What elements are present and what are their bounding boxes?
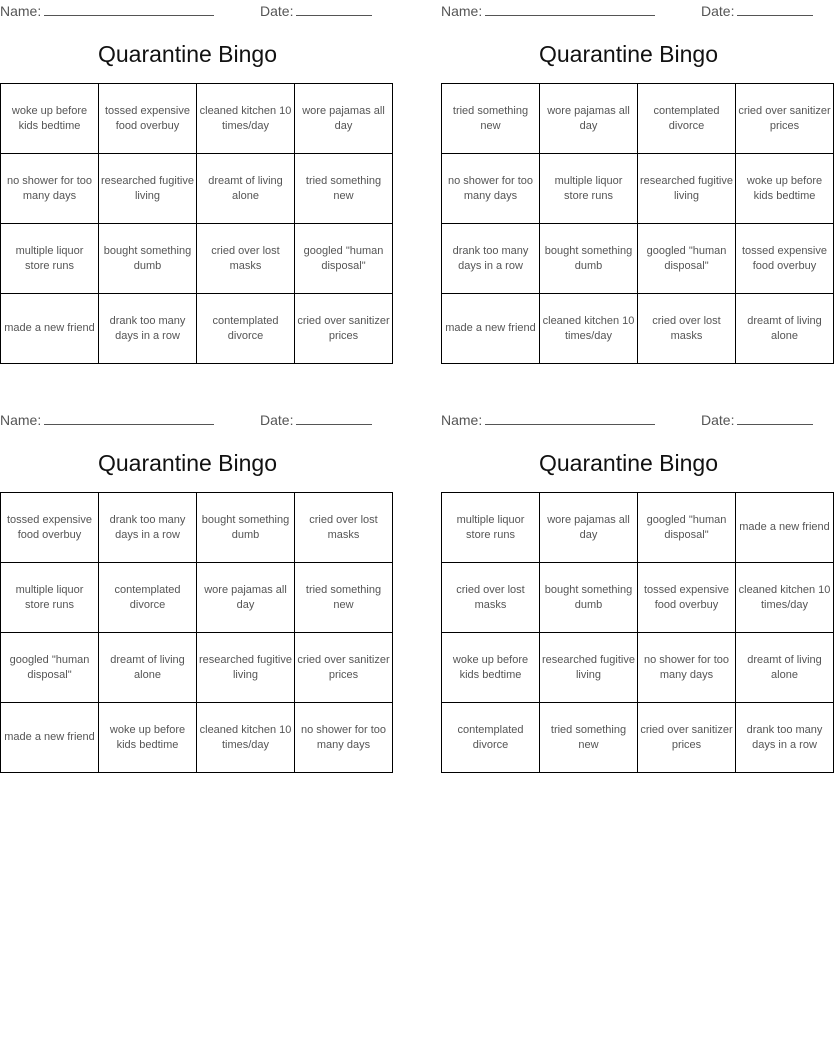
bingo-cell: tried something new (295, 154, 393, 224)
bingo-cell: cried over sanitizer prices (295, 294, 393, 364)
bingo-cell: googled "human disposal" (638, 493, 736, 563)
bingo-cell: drank too many days in a row (99, 493, 197, 563)
bingo-grid (0, 83, 393, 364)
date-field (701, 2, 813, 19)
bingo-cell: multiple liquor store runs (540, 154, 638, 224)
bingo-cell: cried over lost masks (638, 294, 736, 364)
bingo-cell: woke up before kids bedtime (1, 84, 99, 154)
bingo-cell: cleaned kitchen 10 times/day (197, 84, 295, 154)
bingo-cell: contemplated divorce (442, 703, 540, 773)
bingo-cell: googled "human disposal" (1, 633, 99, 703)
bingo-cell: tossed expensive food overbuy (1, 493, 99, 563)
bingo-cell: cried over sanitizer prices (295, 633, 393, 703)
name-field (0, 411, 214, 428)
bingo-row (1, 154, 393, 224)
bingo-row (1, 224, 393, 294)
card-title: Quarantine Bingo (538, 450, 718, 476)
bingo-cell: cried over lost masks (295, 493, 393, 563)
bingo-row (1, 563, 393, 633)
bingo-cell: no shower for too many days (442, 154, 540, 224)
name-field (441, 411, 655, 428)
bingo-cell: dreamt of living alone (736, 294, 834, 364)
bingo-cell: tossed expensive food overbuy (99, 84, 197, 154)
bingo-card (441, 409, 831, 751)
bingo-cell: contemplated divorce (197, 294, 295, 364)
bingo-row (442, 633, 834, 703)
card-title: Quarantine Bingo (97, 450, 277, 476)
date-blank-line (737, 411, 813, 425)
name-field (0, 2, 214, 19)
bingo-cell: multiple liquor store runs (1, 563, 99, 633)
bingo-cell: wore pajamas all day (295, 84, 393, 154)
bingo-cell: tossed expensive food overbuy (736, 224, 834, 294)
bingo-cell: made a new friend (442, 294, 540, 364)
bingo-cell: woke up before kids bedtime (736, 154, 834, 224)
bingo-row (442, 294, 834, 364)
bingo-cell: dreamt of living alone (197, 154, 295, 224)
bingo-grid (441, 492, 834, 773)
bingo-cell: contemplated divorce (99, 563, 197, 633)
bingo-cell: contemplated divorce (638, 84, 736, 154)
name-label: Name: (0, 412, 42, 428)
name-label: Name: (441, 3, 483, 19)
bingo-cell: cleaned kitchen 10 times/day (197, 703, 295, 773)
bingo-cell: bought something dumb (99, 224, 197, 294)
bingo-row (442, 703, 834, 773)
card-title: Quarantine Bingo (97, 41, 277, 67)
bingo-cell: researched fugitive living (638, 154, 736, 224)
date-label: Date: (701, 412, 735, 428)
bingo-cell: woke up before kids bedtime (99, 703, 197, 773)
bingo-row (1, 294, 393, 364)
bingo-cell: made a new friend (1, 294, 99, 364)
name-blank-line (485, 2, 655, 16)
bingo-cell: no shower for too many days (638, 633, 736, 703)
date-field (260, 411, 372, 428)
bingo-cell: dreamt of living alone (99, 633, 197, 703)
bingo-cell: researched fugitive living (99, 154, 197, 224)
bingo-cell: tossed expensive food overbuy (638, 563, 736, 633)
bingo-cell: wore pajamas all day (540, 84, 638, 154)
card-header-fields (441, 409, 816, 433)
bingo-cell: bought something dumb (540, 224, 638, 294)
bingo-cell: no shower for too many days (1, 154, 99, 224)
date-blank-line (737, 2, 813, 16)
bingo-cell: bought something dumb (540, 563, 638, 633)
bingo-cell: cleaned kitchen 10 times/day (540, 294, 638, 364)
date-label: Date: (260, 3, 294, 19)
bingo-grid (0, 492, 393, 773)
card-header-fields (0, 409, 375, 433)
card-title: Quarantine Bingo (538, 41, 718, 67)
name-blank-line (44, 411, 214, 425)
bingo-cell: dreamt of living alone (736, 633, 834, 703)
bingo-cell: tried something new (442, 84, 540, 154)
bingo-row (442, 154, 834, 224)
bingo-cell: multiple liquor store runs (1, 224, 99, 294)
bingo-cell: researched fugitive living (197, 633, 295, 703)
date-field (701, 411, 813, 428)
bingo-row (1, 703, 393, 773)
bingo-cell: multiple liquor store runs (442, 493, 540, 563)
bingo-cell: tried something new (295, 563, 393, 633)
name-blank-line (44, 2, 214, 16)
bingo-cell: cried over lost masks (197, 224, 295, 294)
card-header-fields (441, 0, 816, 24)
bingo-cell: drank too many days in a row (736, 703, 834, 773)
bingo-row (442, 224, 834, 294)
bingo-row (1, 84, 393, 154)
name-field (441, 2, 655, 19)
date-label: Date: (701, 3, 735, 19)
bingo-cell: no shower for too many days (295, 703, 393, 773)
bingo-cell: wore pajamas all day (540, 493, 638, 563)
bingo-cell: made a new friend (1, 703, 99, 773)
bingo-cell: googled "human disposal" (638, 224, 736, 294)
bingo-cell: cried over sanitizer prices (638, 703, 736, 773)
date-label: Date: (260, 412, 294, 428)
bingo-cell: researched fugitive living (540, 633, 638, 703)
bingo-card (441, 0, 831, 342)
bingo-cell: drank too many days in a row (99, 294, 197, 364)
bingo-grid (441, 83, 834, 364)
bingo-cell: bought something dumb (197, 493, 295, 563)
bingo-cell: cried over lost masks (442, 563, 540, 633)
bingo-row (1, 493, 393, 563)
bingo-cell: googled "human disposal" (295, 224, 393, 294)
bingo-card (0, 409, 390, 751)
bingo-card (0, 0, 390, 342)
date-blank-line (296, 2, 372, 16)
bingo-cell: tried something new (540, 703, 638, 773)
bingo-row (442, 84, 834, 154)
bingo-cell: woke up before kids bedtime (442, 633, 540, 703)
bingo-cell: cleaned kitchen 10 times/day (736, 563, 834, 633)
bingo-row (442, 563, 834, 633)
name-label: Name: (0, 3, 42, 19)
name-label: Name: (441, 412, 483, 428)
bingo-cell: cried over sanitizer prices (736, 84, 834, 154)
bingo-cell: made a new friend (736, 493, 834, 563)
card-header-fields (0, 0, 375, 24)
date-blank-line (296, 411, 372, 425)
name-blank-line (485, 411, 655, 425)
bingo-row (442, 493, 834, 563)
date-field (260, 2, 372, 19)
bingo-cell: drank too many days in a row (442, 224, 540, 294)
bingo-cell: wore pajamas all day (197, 563, 295, 633)
bingo-row (1, 633, 393, 703)
